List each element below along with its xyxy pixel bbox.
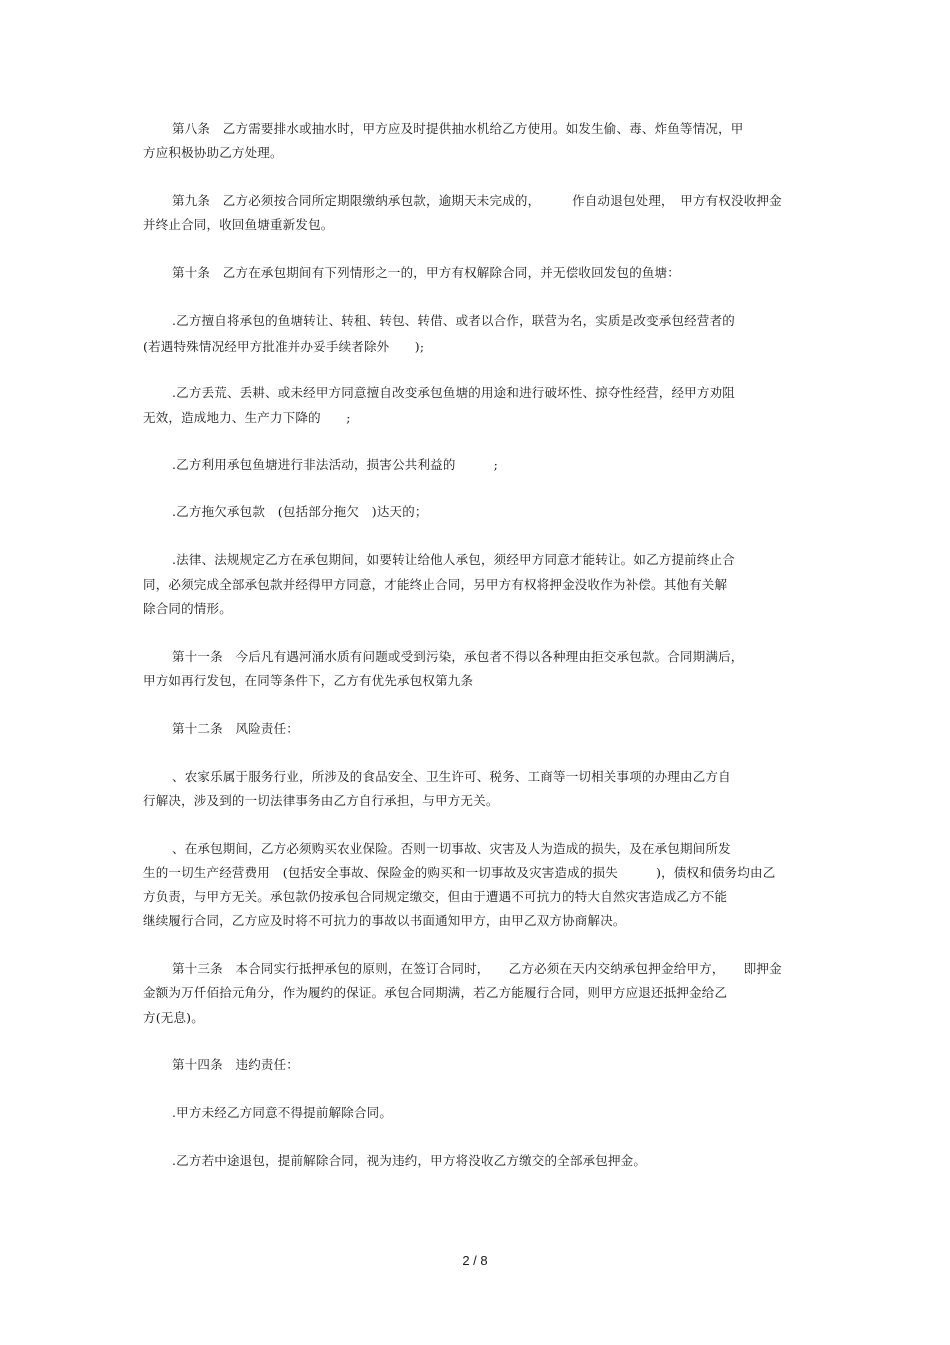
text-line-art12-heading: 第十二条 风险责任： (172, 721, 300, 736)
page-number: 2 / 8 (462, 1253, 488, 1268)
text-line-art11-1: 第十一条 今后凡有遇河涌水质有问题或受到污染，承包者不得以各种理由拒交承包款。合同期满后， (172, 649, 744, 664)
text-line-art10-1: 第十条 乙方在承包期间有下列情形之一的，甲方有权解除合同，并无偿收回发包的鱼塘： (172, 265, 681, 280)
text-line-art14-item1: .甲方未经乙方同意不得提前解除合同。 (172, 1105, 393, 1120)
text-line-art9-1: 第九条 乙方必须按合同所定期限缴纳承包款，逾期天未完成的， 作自动退包处理， 甲方有权没收押金 (172, 193, 782, 208)
text-line-art13-3: 方(无息)。 (143, 1010, 204, 1025)
text-line-art10-item1-2: (若遇特殊情况经甲方批准并办妥手续者除外 ); (143, 339, 425, 354)
text-line-art14-heading: 第十四条 违约责任： (172, 1057, 300, 1072)
text-line-art10-item4: .乙方拖欠承包款 (包括部分拖欠 )达天的； (172, 504, 428, 519)
text-line-art10-item5-1: .法律、法规规定乙方在承包期间，如要转让给他人承包，须经甲方同意才能转让。如乙方提前终止合 (172, 552, 735, 567)
text-line-art12-item2-2: 生的一切生产经营费用 (包括安全事故、保险金的购买和一切事故及灾害造成的损失 )，债权和债务均由乙 (143, 865, 776, 880)
text-line-art8-2: 方应积极协助乙方处理。 (143, 145, 283, 160)
text-line-art11-2: 甲方如再行发包，在同等条件下，乙方有优先承包权第九条 (143, 673, 474, 688)
text-line-art10-item5-3: 除合同的情形。 (143, 601, 232, 616)
text-line-art8-1: 第八条 乙方需要排水或抽水时，甲方应及时提供抽水机给乙方使用。如发生偷、毒、炸鱼等情况，甲 (172, 121, 744, 136)
text-line-art10-item2-2: 无效，造成地力、生产力下降的 ; (143, 410, 351, 425)
text-line-art12-item2-1: 、在承包期间，乙方必须购买农业保险。否则一切事故、灾害及人为造成的损失，及在承包期间所发 (172, 841, 731, 856)
text-line-art10-item3: .乙方利用承包鱼塘进行非法活动，损害公共利益的 ; (172, 457, 499, 472)
text-line-art13-1: 第十三条 本合同实行抵押承包的原则，在签订合同时， 乙方必须在天内交纳承包押金给甲方， 即押金 (172, 961, 782, 976)
text-line-art12-item1-1: 、农家乐属于服务行业，所涉及的食品安全、卫生许可、税务、工商等一切相关事项的办理由乙方自 (172, 769, 731, 784)
text-line-art9-2: 并终止合同，收回鱼塘重新发包。 (143, 217, 334, 232)
text-line-art10-item1-1: .乙方擅自将承包的鱼塘转让、转租、转包、转借、或者以合作，联营为名，实质是改变承包经营者的 (172, 313, 735, 328)
text-line-art10-item2-1: .乙方丢荒、丢耕、或未经甲方同意擅自改变承包鱼塘的用途和进行破坏性、掠夺性经营，经甲方劝阻 (172, 385, 735, 400)
text-line-art13-2: 金额为万仟佰拾元角分，作为履约的保证。承包合同期满，若乙方能履行合同，则甲方应退还抵押金给乙 (143, 985, 728, 1000)
text-line-art12-item2-4: 继续履行合同，乙方应及时将不可抗力的事故以书面通知甲方，由甲乙双方协商解决。 (143, 913, 626, 928)
text-line-art12-item1-2: 行解决，涉及到的一切法律事务由乙方自行承担，与甲方无关。 (143, 793, 499, 808)
text-line-art12-item2-3: 方负责，与甲方无关。承包款仍按承包合同规定缴交，但由于遭遇不可抗力的特大自然灾害造成乙方不能 (143, 889, 728, 904)
text-line-art14-item2: .乙方若中途退包，提前解除合同，视为违约，甲方将没收乙方缴交的全部承包押金。 (172, 1153, 647, 1168)
text-line-art10-item5-2: 同，必须完成全部承包款并经得甲方同意，才能终止合同，另甲方有权将押金没收作为补偿。其他有关解 (143, 577, 728, 592)
